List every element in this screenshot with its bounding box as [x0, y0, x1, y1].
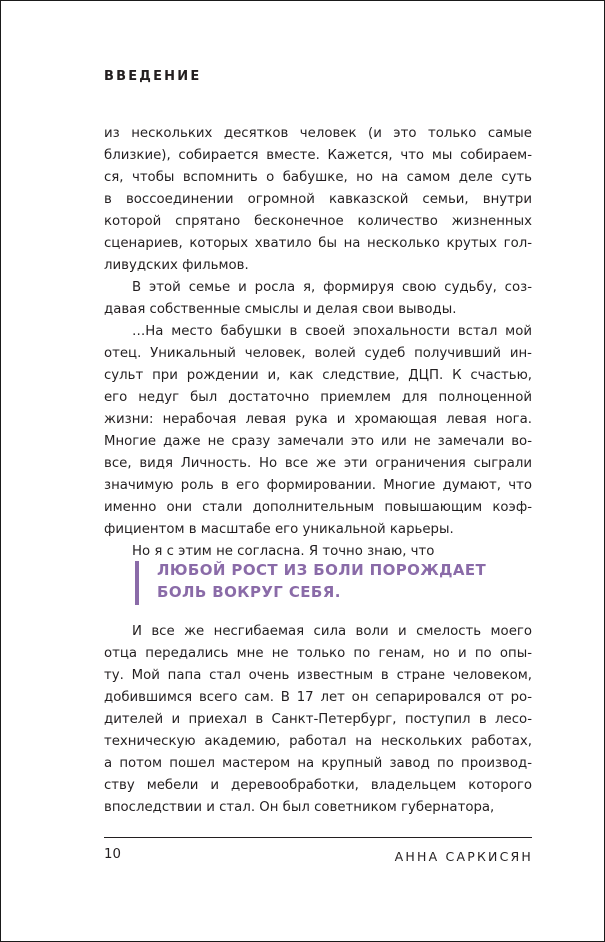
- text-line: фициентом в масштабе его уникальной карьеры.: [104, 522, 454, 537]
- author-name: АННА САРКИСЯН: [394, 849, 533, 864]
- text-line: И все же несгибаемая сила воли и смелость моего: [132, 624, 532, 639]
- text-line: ству мебели и деревообработки, владельцем которого: [104, 778, 532, 793]
- text-line: давая собственные смыслы и делая свои выводы.: [104, 302, 457, 317]
- text-line: его недуг был достаточно приемлем для полноценной: [104, 390, 532, 405]
- text-line: ся, чтобы вспомнить о бабушке, но на самом деле суть: [104, 170, 532, 185]
- text-line: В этой семье и росла я, формируя свою судьбу, соз-: [132, 280, 532, 295]
- text-line: а потом пошел мастером на крупный завод по производ-: [104, 756, 532, 771]
- text-line: ту. Мой папа стал очень известным в стране человеком,: [104, 668, 532, 683]
- paragraph: [104, 123, 532, 277]
- paragraph: [104, 621, 532, 819]
- text-line: ливудских фильмов.: [104, 258, 249, 273]
- text-line: все, видя Личность. Но все же эти ограничения сыграли: [104, 456, 532, 471]
- quote-line: ЛЮБОЙ РОСТ ИЗ БОЛИ ПОРОЖДАЕТ: [157, 561, 487, 579]
- text-line: Многие даже не сразу замечали это или не замечали во-: [104, 434, 532, 449]
- text-line: отец. Уникальный человек, волей судеб получивший ин-: [104, 346, 532, 361]
- paragraph: [104, 321, 532, 541]
- text-line: впоследствии и стал. Он был советником губернатора,: [104, 800, 495, 815]
- quote-line: БОЛЬ ВОКРУГ СЕБЯ.: [157, 583, 341, 601]
- footer-rule: [104, 837, 532, 838]
- text-line: отца передались мне не только по генам, но и по опы-: [104, 646, 532, 661]
- paragraph: [104, 277, 532, 321]
- text-line: дителей и приехал в Санкт-Петербург, поступил в лесо-: [104, 712, 532, 727]
- pull-quote: [135, 559, 486, 603]
- text-line: именно они стали дополнительным повышающим коэф-: [104, 500, 532, 515]
- body-text-top: [104, 123, 532, 563]
- quote-accent-bar: [135, 561, 139, 605]
- text-line: сульт при рождении и, как следствие, ДЦП. К счастью,: [104, 368, 532, 383]
- running-head: ВВЕДЕНИЕ: [104, 69, 202, 84]
- page-number: 10: [104, 847, 121, 862]
- text-line: Но я с этим не согласна. Я точно знаю, что: [132, 544, 435, 559]
- text-line: добившимся всего сам. В 17 лет он сепарировался от ро-: [104, 690, 532, 705]
- text-line: техническую академию, работал на нескольких работах,: [104, 734, 532, 749]
- text-line: …На место бабушки в своей эпохальности встал мой: [132, 324, 532, 339]
- text-line: жизни: нерабочая левая рука и хромающая левая нога.: [104, 412, 532, 427]
- body-text-bottom: [104, 621, 532, 819]
- text-line: значимую роль в его формировании. Многие думают, что: [104, 478, 532, 493]
- text-line: которой спрятано бесконечное количество жизненных: [104, 214, 532, 229]
- text-line: в воссоединении огромной кавказской семьи, внутри: [104, 192, 532, 207]
- text-line: из нескольких десятков человек (и это только самые: [104, 126, 532, 141]
- text-line: близкие), собирается вместе. Кажется, что мы собираем-: [104, 148, 532, 163]
- text-line: сценариев, которых хватило бы на несколько крутых гол-: [104, 236, 532, 251]
